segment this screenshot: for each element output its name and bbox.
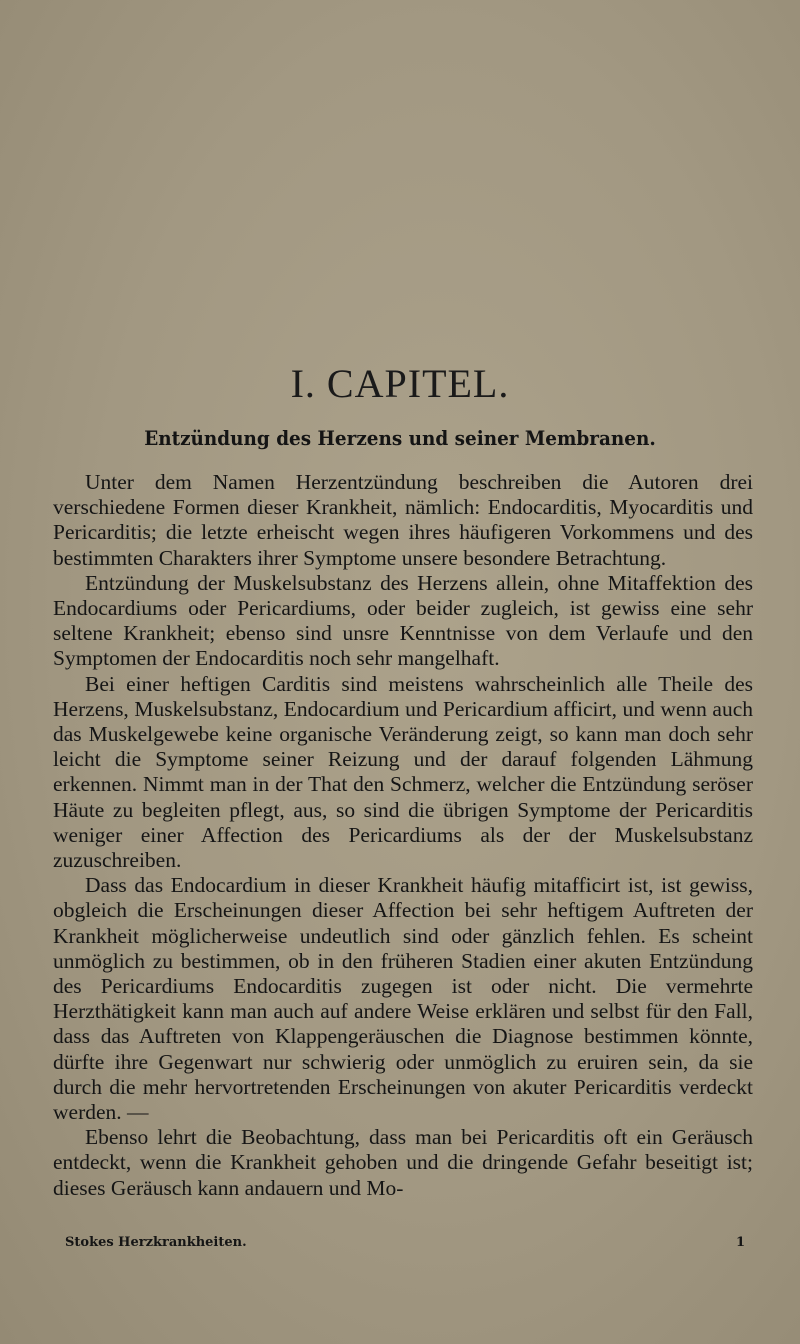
page-footer [65,1235,745,1255]
paragraph: Unter dem Namen Herzentzündung beschreiben die Autoren drei verschiedene Formen dieser Krankheit, nämlich: Endocarditis, Myocarditis und Pericarditis; die letzte erheischt wegen ihres häufigeren Vorkommens und des bestimmten Charakters ihrer Symptome unsere besondere Betrachtung. [53,470,753,570]
paragraph: Ebenso lehrt die Beobachtung, dass man bei Pericarditis oft ein Geräusch entdeckt, wenn die Krankheit gehoben und die dringende Gefahr beseitigt ist; dieses Geräusch kann andauern und Mo- [53,1125,753,1200]
footer-signature: Stokes Herzkrankheiten. [65,1235,247,1250]
chapter-title: I. CAPITEL. [290,361,510,406]
paragraph: Entzündung der Muskelsubstanz des Herzens allein, ohne Mitaffektion des Endocardiums oder Pericardiums, oder beider zugleich, ist gewiss eine sehr seltene Krankheit; ebenso sind unsre Kenntnisse von dem Verlaufe und den Symptomen der Endocarditis noch sehr mangelhaft. [53,570,753,671]
paragraph: Dass das Endocardium in dieser Krankheit häufig mitafficirt ist, ist gewiss, obgleich die Erscheinungen dieser Affection bei sehr heftigem Auftreten der Krankheit möglicherweise undeutlich sind oder gänzlich fehlen. Es scheint unmöglich zu bestimmen, ob in den früheren Stadien einer akuten Entzündung des Pericardiums Endocarditis zugegen ist oder nicht. Die vermehrte Herzthätigkeit kann man auch auf andere Weise erklären und selbst für den Fall, dass das Auftreten von Klappengeräuschen die Diagnose bestimmen könnte, dürfte ihre Gegenwart nur schwierig oder unmöglich zu eruiren sein, da sie durch die mehr hervortretenden Erscheinungen von akuter Pericarditis verdeckt werden. — [53,873,753,1125]
paragraph: Bei einer heftigen Carditis sind meistens wahrscheinlich alle Theile des Herzens, Muskelsubstanz, Endocardium und Pericardium afficirt, und wenn auch das Muskelgewebe keine organische Veränderung zeigt, so kann man doch sehr leicht die Symptome seiner Reizung und der darauf folgenden Lähmung erkennen. Nimmt man in der That den Schmerz, welcher die Entzündung seröser Häute zu begleiten pflegt, aus, so sind die übrigen Symptome der Pericarditis weniger einer Affection des Pericardiums als der der Muskelsubstanz zuzuschreiben. [53,671,753,873]
section-title: Entzündung des Herzens und seiner Membranen. [144,426,656,450]
sheet-number: 1 [735,1235,745,1250]
body-text [53,470,753,1201]
